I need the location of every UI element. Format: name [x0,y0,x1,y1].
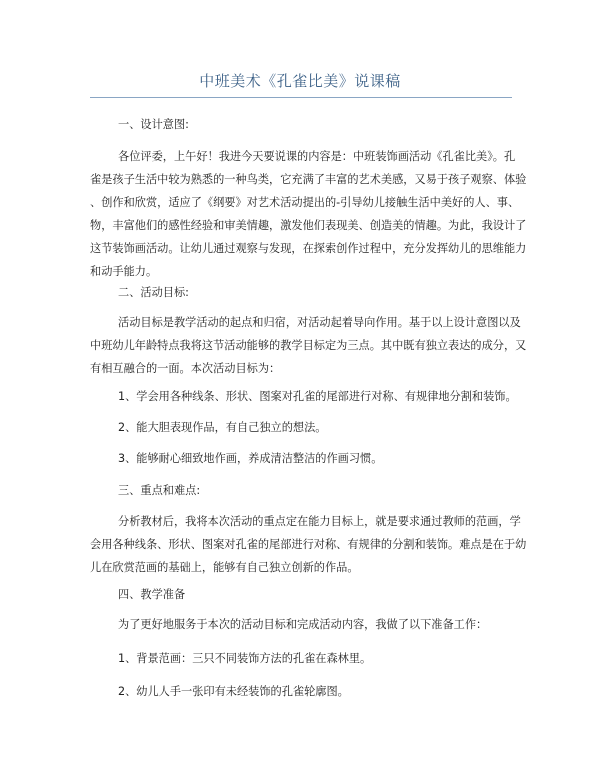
paragraph-line: 儿在欣赏范画的基础上，能够有自己独立创新的作品。 [90,561,359,574]
section-heading-design-intent [90,113,540,136]
document-title: 中班美术《孔雀比美》说课稿 [199,72,401,90]
paragraph-key-points [90,510,527,579]
list-item-text: 1、学会用各种线条、形状、图案对孔雀的尾部进行对称、有规律地分割和装饰。 [118,390,517,403]
paragraph-line: 、创作和欣赏，适应了《纲要》对艺术活动提出的-引导幼儿接触生活中美好的人、事、 [90,196,520,209]
paragraph-line: 各位评委，上午好！我进今天要说课的内容是：中班装饰画活动《孔雀比美》。孔 [118,150,516,163]
heading-text: 四、教学准备 [118,588,186,601]
list-item-text: 2、幼儿人手一张印有未经装饰的孔雀轮廓图。 [118,685,349,698]
paragraph-line: 为了更好地服务于本次的活动目标和完成活动内容，我做了以下准备工作： [118,618,488,631]
paragraph-line: 中班幼儿年龄特点我将这节活动能够的教学目标定为三点。其中既有独立表达的成分，又 [90,339,527,352]
list-item-preparation-1 [90,647,540,670]
paragraph-line: 雀是孩子生活中较为熟悉的一种鸟类，它充满了丰富的艺术美感，又易于孩子观察、体验 [90,173,527,186]
paragraph-design-intent [90,145,527,283]
list-item-text: 3、能够耐心细致地作画，养成清洁整洁的作画习惯。 [118,452,383,465]
paragraph-line: 活动目标是教学活动的起点和归宿，对活动起着导向作用。基于以上设计意图以及 [118,316,521,329]
section-heading-objectives [90,281,540,304]
paragraph-line: 有相互融合的一面。本次活动目标为： [90,362,281,375]
paragraph-line: 和动手能力。 [90,265,158,278]
paragraph-objectives [90,311,527,380]
list-item-objective-1 [90,385,540,408]
section-heading-preparation [90,583,540,606]
list-item-preparation-2 [90,680,540,703]
paragraph-line: 物，丰富他们的感性经验和审美情趣，激发他们表现美、创造美的情趣。为此，我设计了 [90,219,527,232]
paragraph-preparation [90,613,540,636]
heading-text: 一、设计意图: [118,118,189,131]
heading-text: 三、重点和难点: [118,484,201,497]
paragraph-line: 会用各种线条、形状、图案对孔雀的尾部进行对称、有规律的分割和装饰。难点是在于幼 [90,538,527,551]
paragraph-line: 这节装饰画活动。让幼儿通过观察与发现，在探索创作过程中，充分发挥幼儿的思维能力 [90,242,527,255]
section-heading-key-points [90,479,540,502]
heading-text: 二、活动目标: [118,286,189,299]
list-item-text: 2、能大胆表现作品，有自己独立的想法。 [118,421,327,434]
list-item-objective-3 [90,447,540,470]
title-divider [90,97,512,98]
paragraph-line: 分析教材后，我将本次活动的重点定在能力目标上，就是要求通过教师的范画，学 [118,515,521,528]
list-item-objective-2 [90,416,540,439]
list-item-text: 1、背景范画：三只不同装饰方法的孔雀在森林里。 [118,652,372,665]
